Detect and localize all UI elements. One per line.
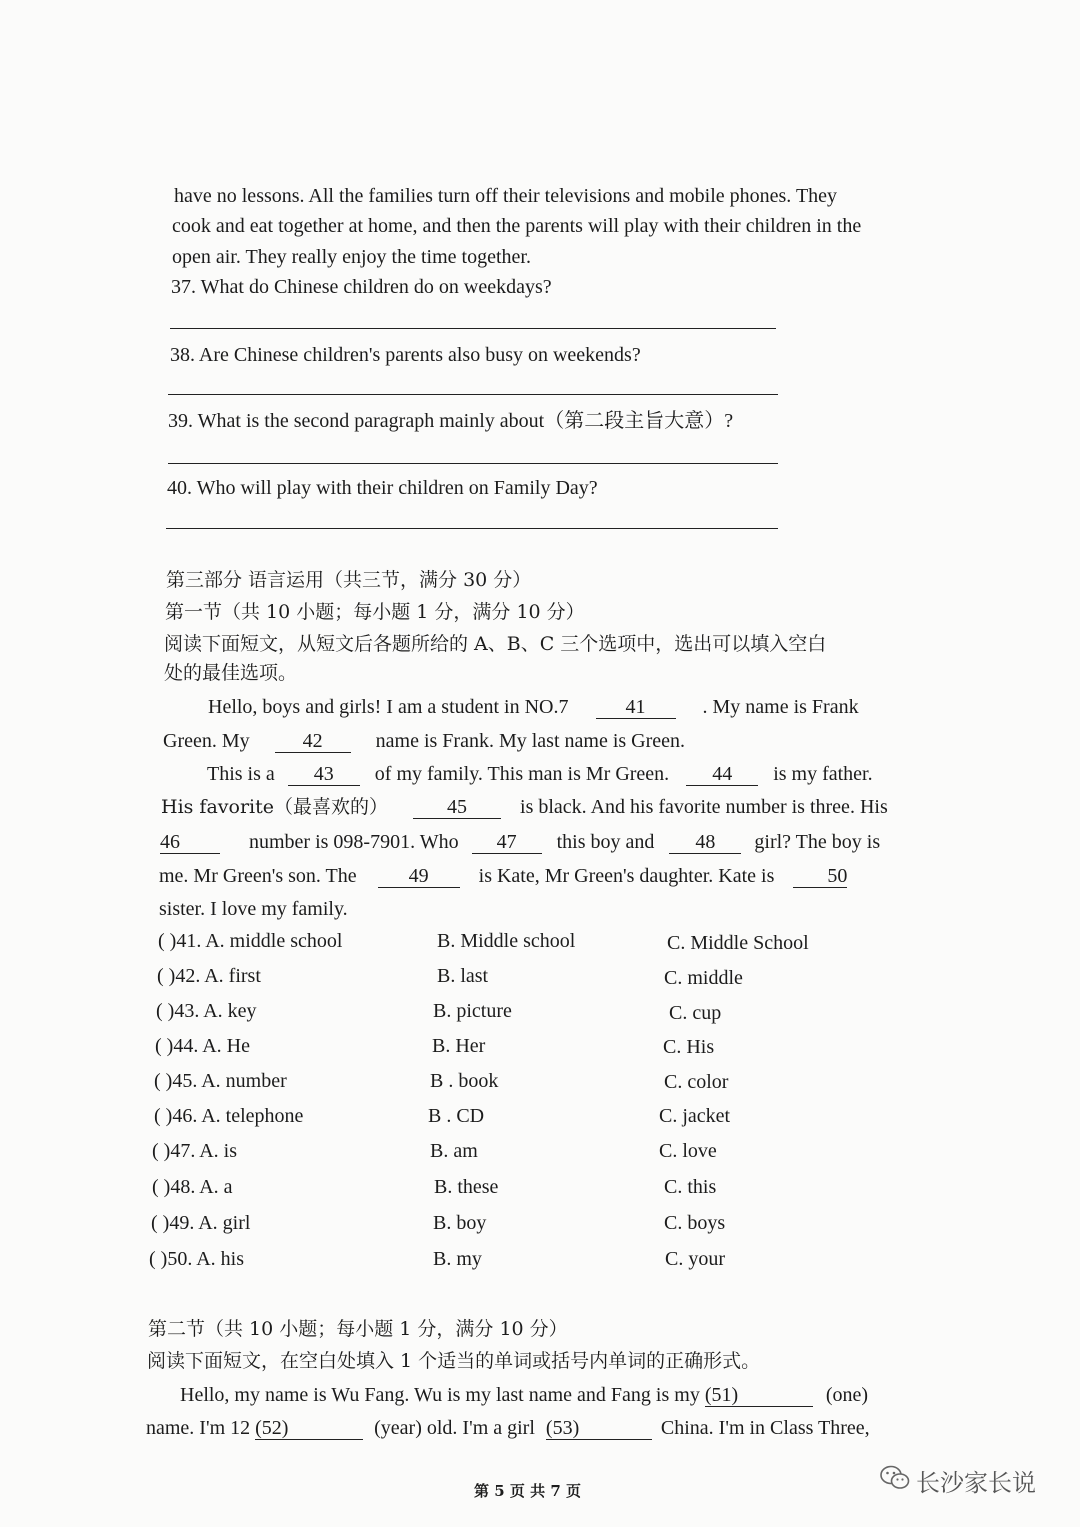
watermark-text: 长沙家长说 <box>916 1469 1036 1497</box>
passage-line: open air. They really enjoy the time together. <box>172 246 531 268</box>
blank-47[interactable]: 47 <box>472 831 542 854</box>
option-43-c[interactable]: C. cup <box>669 1002 722 1024</box>
section2-title: 第二节（共 10 小题；每小题 1 分，满分 10 分） <box>148 1318 568 1340</box>
option-49-b[interactable]: B. boy <box>433 1212 487 1234</box>
option-47-c[interactable]: C. love <box>659 1140 717 1162</box>
question-37: 37. What do Chinese children do on weekdays? <box>171 276 552 298</box>
cloze-line: Green. My 42 name is Frank. My last name is Green. <box>163 730 686 752</box>
option-46-b[interactable]: B . CD <box>428 1105 485 1127</box>
option-41-c[interactable]: C. Middle School <box>667 932 809 954</box>
part3-title: 第三部分 语言运用（共三节，满分 30 分） <box>166 569 532 591</box>
blank-49[interactable]: 49 <box>378 865 460 888</box>
section1-instruction-cont: 处的最佳选项。 <box>164 662 298 684</box>
option-48[interactable]: ( )48. A. a <box>152 1176 233 1198</box>
question-38: 38. Are Chinese children's parents also busy on weekends? <box>170 344 641 366</box>
cloze-line: This is a 43 of my family. This man is Mr Green. 44 is my father. <box>207 763 873 785</box>
passage-line: have no lessons. All the families turn off their televisions and mobile phones. They <box>174 185 838 207</box>
option-42[interactable]: ( )42. A. first <box>157 965 261 987</box>
blank-51[interactable]: (51) <box>705 1384 813 1407</box>
blank-46[interactable]: 46 <box>160 831 220 854</box>
option-49[interactable]: ( )49. A. girl <box>151 1212 251 1234</box>
cloze-line: 46 number is 098-7901. Who 47 this boy and 48 girl? The boy is <box>160 831 881 853</box>
option-48-c[interactable]: C. this <box>664 1176 717 1198</box>
answer-line-38[interactable] <box>168 394 778 395</box>
blank-48[interactable]: 48 <box>669 831 741 854</box>
option-49-c[interactable]: C. boys <box>664 1212 726 1234</box>
question-39: 39. What is the second paragraph mainly about（第二段主旨大意）? <box>168 410 734 432</box>
answer-line-40[interactable] <box>166 528 778 529</box>
option-41[interactable]: ( )41. A. middle school <box>158 930 343 952</box>
wechat-icon <box>880 1465 910 1497</box>
option-45-c[interactable]: C. color <box>664 1071 729 1093</box>
section2-instruction: 阅读下面短文，在空白处填入 1 个适当的单词或括号内单词的正确形式。 <box>147 1350 761 1372</box>
option-47[interactable]: ( )47. A. is <box>152 1140 237 1162</box>
section2-line: name. I'm 12 (52) (year) old. I'm a girl (53) China. I'm in Class Three, <box>146 1417 870 1439</box>
blank-42[interactable]: 42 <box>275 730 351 753</box>
option-50[interactable]: ( )50. A. his <box>149 1248 244 1270</box>
section2-line: Hello, my name is Wu Fang. Wu is my last name and Fang is my (51) (one) <box>180 1384 869 1406</box>
option-46-c[interactable]: C. jacket <box>659 1105 731 1127</box>
blank-53[interactable]: (53) <box>546 1417 652 1440</box>
blank-44[interactable]: 44 <box>686 763 758 786</box>
cloze-line: His favorite（最喜欢的） 45 is black. And his favorite number is three. His <box>161 796 888 818</box>
option-46[interactable]: ( )46. A. telephone <box>154 1105 304 1127</box>
option-48-b[interactable]: B. these <box>434 1176 499 1198</box>
section1-instruction: 阅读下面短文，从短文后各题所给的 A、B、C 三个选项中，选出可以填入空白 <box>164 633 827 655</box>
option-43-b[interactable]: B. picture <box>433 1000 512 1022</box>
question-40: 40. Who will play with their children on Family Day? <box>167 477 598 499</box>
page-footer: 第 5 页 共 7 页 <box>474 1482 581 1500</box>
cloze-line: Hello, boys and girls! I am a student in NO.7 41 . My name is Frank <box>208 696 859 718</box>
blank-45[interactable]: 45 <box>413 796 501 819</box>
option-41-b[interactable]: B. Middle school <box>437 930 576 952</box>
option-50-c[interactable]: C. your <box>665 1248 725 1270</box>
blank-43[interactable]: 43 <box>288 763 360 786</box>
blank-50[interactable]: 50 <box>793 865 847 888</box>
cloze-line: sister. I love my family. <box>159 898 348 920</box>
option-42-b[interactable]: B. last <box>437 965 489 987</box>
option-50-b[interactable]: B. my <box>433 1248 482 1270</box>
section1-title: 第一节（共 10 小题；每小题 1 分，满分 10 分） <box>165 601 585 623</box>
blank-52[interactable]: (52) <box>255 1417 363 1440</box>
answer-line-39[interactable] <box>168 463 778 464</box>
option-44[interactable]: ( )44. A. He <box>155 1035 250 1057</box>
option-43[interactable]: ( )43. A. key <box>156 1000 257 1022</box>
passage-line: cook and eat together at home, and then the parents will play with their children in the <box>172 215 862 237</box>
watermark <box>880 1463 1036 1498</box>
answer-line-37[interactable] <box>170 328 776 329</box>
blank-41[interactable]: 41 <box>596 696 676 719</box>
option-45[interactable]: ( )45. A. number <box>154 1070 287 1092</box>
cloze-line: me. Mr Green's son. The 49 is Kate, Mr Green's daughter. Kate is 50 <box>159 865 848 887</box>
option-42-c[interactable]: C. middle <box>664 967 743 989</box>
option-45-b[interactable]: B . book <box>430 1070 499 1092</box>
option-44-b[interactable]: B. Her <box>432 1035 486 1057</box>
option-47-b[interactable]: B. am <box>430 1140 478 1162</box>
option-44-c[interactable]: C. His <box>663 1036 715 1058</box>
